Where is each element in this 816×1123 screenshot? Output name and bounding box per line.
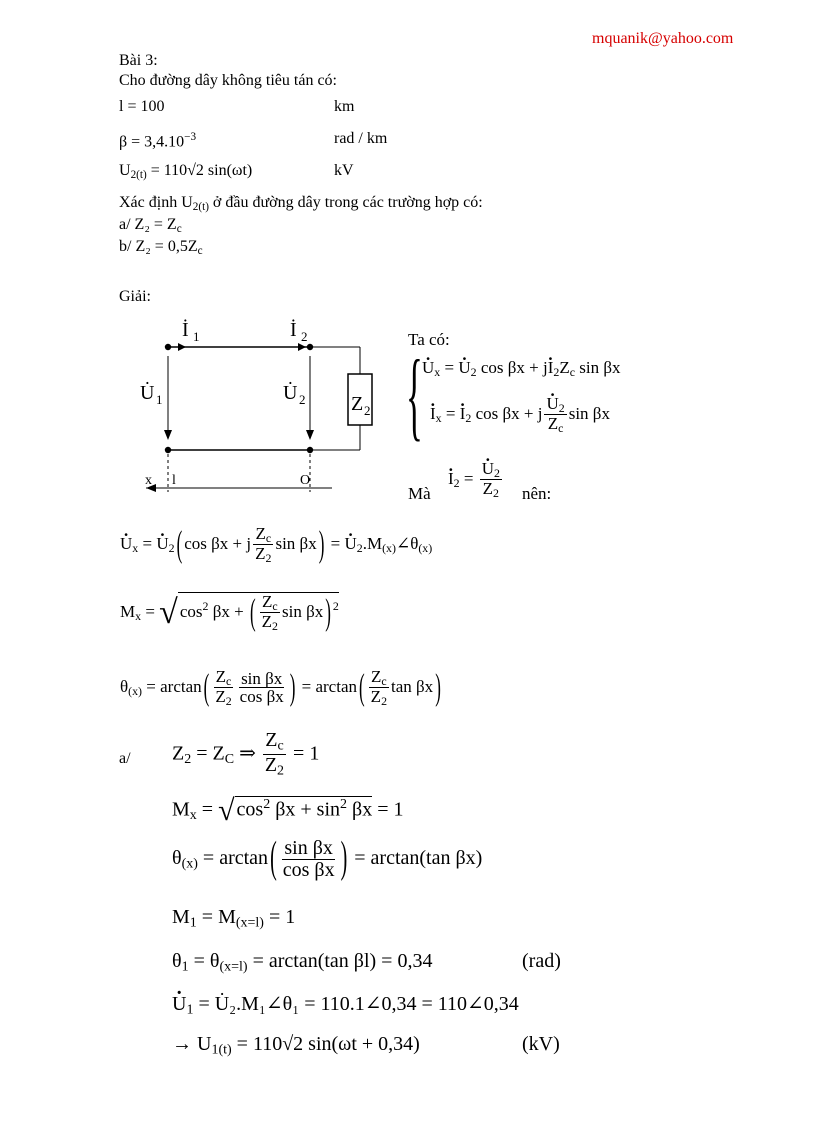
label-i2-sub: 2	[301, 329, 308, 344]
given-length	[119, 98, 164, 116]
ma-label: Mà	[408, 484, 431, 503]
given-beta-exp: −3	[184, 131, 197, 143]
rad-unit: (rad)	[522, 950, 561, 972]
current-arrow-1	[178, 343, 186, 351]
u1-value: = U̇₂.M₁∠θ₁ = 110.1∠0,34 = 110∠0,34	[198, 993, 519, 1015]
given-length-unit: km	[334, 98, 355, 115]
case-b-statement	[119, 238, 203, 260]
voltage-arrow-1	[164, 430, 172, 440]
node-bottom-left	[165, 447, 171, 453]
given-voltage-sub: 2(t)	[130, 168, 147, 181]
nen-label: nên:	[522, 484, 552, 503]
label-u1-sub: 1	[156, 392, 163, 407]
case-a-sub: c	[176, 222, 182, 235]
eq-mx-general: $M_x$ = √ $\cos^2 \beta x$ + ( $\frac{Z_c}{Z_2}$ sin βx ) $^2$	[120, 590, 339, 634]
given-voltage-symbol: U	[119, 162, 131, 179]
eq-ux-system: · $U_x$ = · $U_2$ $\cos \beta x + j\cdot I_2Z_c$ sin βx	[422, 358, 620, 380]
voltage-arrow-2	[306, 430, 314, 440]
given-beta-expr: β = 3,4.10	[119, 133, 185, 151]
eq-case-a-u1t: → $U_{1(t)} = 110√2$ sin(ωt + 0,34)	[172, 1033, 420, 1058]
axis-label-l: l	[172, 473, 176, 488]
transmission-line-diagram	[120, 312, 390, 507]
problem-question	[119, 194, 483, 216]
question-pre: Xác định U	[119, 194, 193, 211]
eq-ix-system: · $I_x$ = · $I_2$ cos βx + j · $\frac{U_2}{Z_c}$ sin βx	[430, 395, 610, 435]
current-arrow-2	[298, 343, 306, 351]
eq-case-a-theta: $\theta_{(x)} = \arctan$ ( $\frac{\text{sin βx}}{\text{cos βx}}$ ) = arctan(tan βx)	[172, 834, 483, 883]
eq-ux-general: · $U_x$ = · $U_2$ ( cos βx + j $\frac{Z_c}{Z_2}$ sin βx ) = · $U_2.M_{(x)}\angle\theta_{(x)}$	[120, 525, 432, 565]
ta-co-label: Ta có:	[408, 330, 450, 349]
author-email[interactable]: mquanik@yahoo.com	[592, 30, 734, 47]
kv-unit: (kV)	[522, 1033, 560, 1055]
problem-intro: Cho đường dây không tiêu tán có:	[119, 72, 337, 89]
eq-theta-general: $\theta_{(x)} = \arctan$ ( $\frac{Z_c}{Z_2}$ $\frac{\text{sin βx}}{\text{cos βx}}$ ) = arctan ( $\frac{Z_c}{Z_2}$ tan βx )	[120, 665, 441, 709]
eq-i2-relation: · $I_2$ = · $\frac{U_2}{Z_2}$	[448, 460, 504, 500]
problem-title: Bài 3:	[119, 52, 158, 69]
label-u1: U̇	[140, 382, 155, 404]
given-voltage-expr: = 110√2 sin(ωt)	[146, 162, 253, 179]
label-i2: İ	[290, 319, 297, 341]
given-voltage	[119, 162, 252, 184]
given-beta-unit: rad / km	[334, 130, 388, 147]
question-sub: 2(t)	[192, 200, 209, 213]
eq-case-a-u1: · $U_1$ = U̇₂.M₁∠θ₁ = 110.1∠0,34 = 110∠0,34	[172, 991, 519, 1019]
question-post: ở đầu đường dây trong các trường hợp có:	[208, 194, 483, 211]
axis-label-x: x	[145, 473, 152, 488]
label-z2-sub: 2	[364, 403, 371, 418]
eq-case-a-theta1: $\theta_1 = \theta_{(x=l)} = \arctan(\tan$ βl) = 0,34	[172, 950, 433, 975]
label-u2: U̇	[283, 382, 298, 404]
label-u2-sub: 2	[299, 392, 306, 407]
eq-case-a-condition: $Z_2 = Z_C$ ⇒ $\frac{Z_c}{Z_2}$ = 1	[172, 729, 320, 779]
node-top-left	[165, 344, 171, 350]
system-brace: {	[406, 339, 423, 450]
u1t-value: = 110√2 sin(ωt + 0,34)	[236, 1033, 420, 1055]
case-a-text: a/ Z₂ = Z	[119, 216, 177, 233]
given-beta	[119, 128, 196, 151]
solution-title: Giải:	[119, 288, 151, 305]
eq-case-a-m1: $M_1 = M_{(x=l)} = 1$	[172, 906, 296, 931]
theta1-value: = arctan(tan βl) = 0,34	[252, 950, 433, 972]
label-i1: İ	[182, 319, 189, 341]
case-b-text: b/ Z₂ = 0,5Z	[119, 238, 198, 255]
case-a-label: a/	[119, 750, 131, 767]
case-b-sub: c	[197, 244, 203, 257]
axis-label-o: O	[300, 473, 311, 488]
label-z2: Z	[351, 393, 364, 415]
node-top-right	[307, 344, 313, 350]
given-voltage-unit: kV	[334, 162, 354, 179]
label-i1-sub: 1	[193, 329, 200, 344]
given-length-expr: l = 100	[119, 98, 165, 115]
eq-case-a-mx: $M_x$ = √ $\cos^2 \beta x + \sin^2 \beta x = 1$	[172, 794, 404, 827]
case-a-statement	[119, 216, 182, 238]
node-bottom-right	[307, 447, 313, 453]
